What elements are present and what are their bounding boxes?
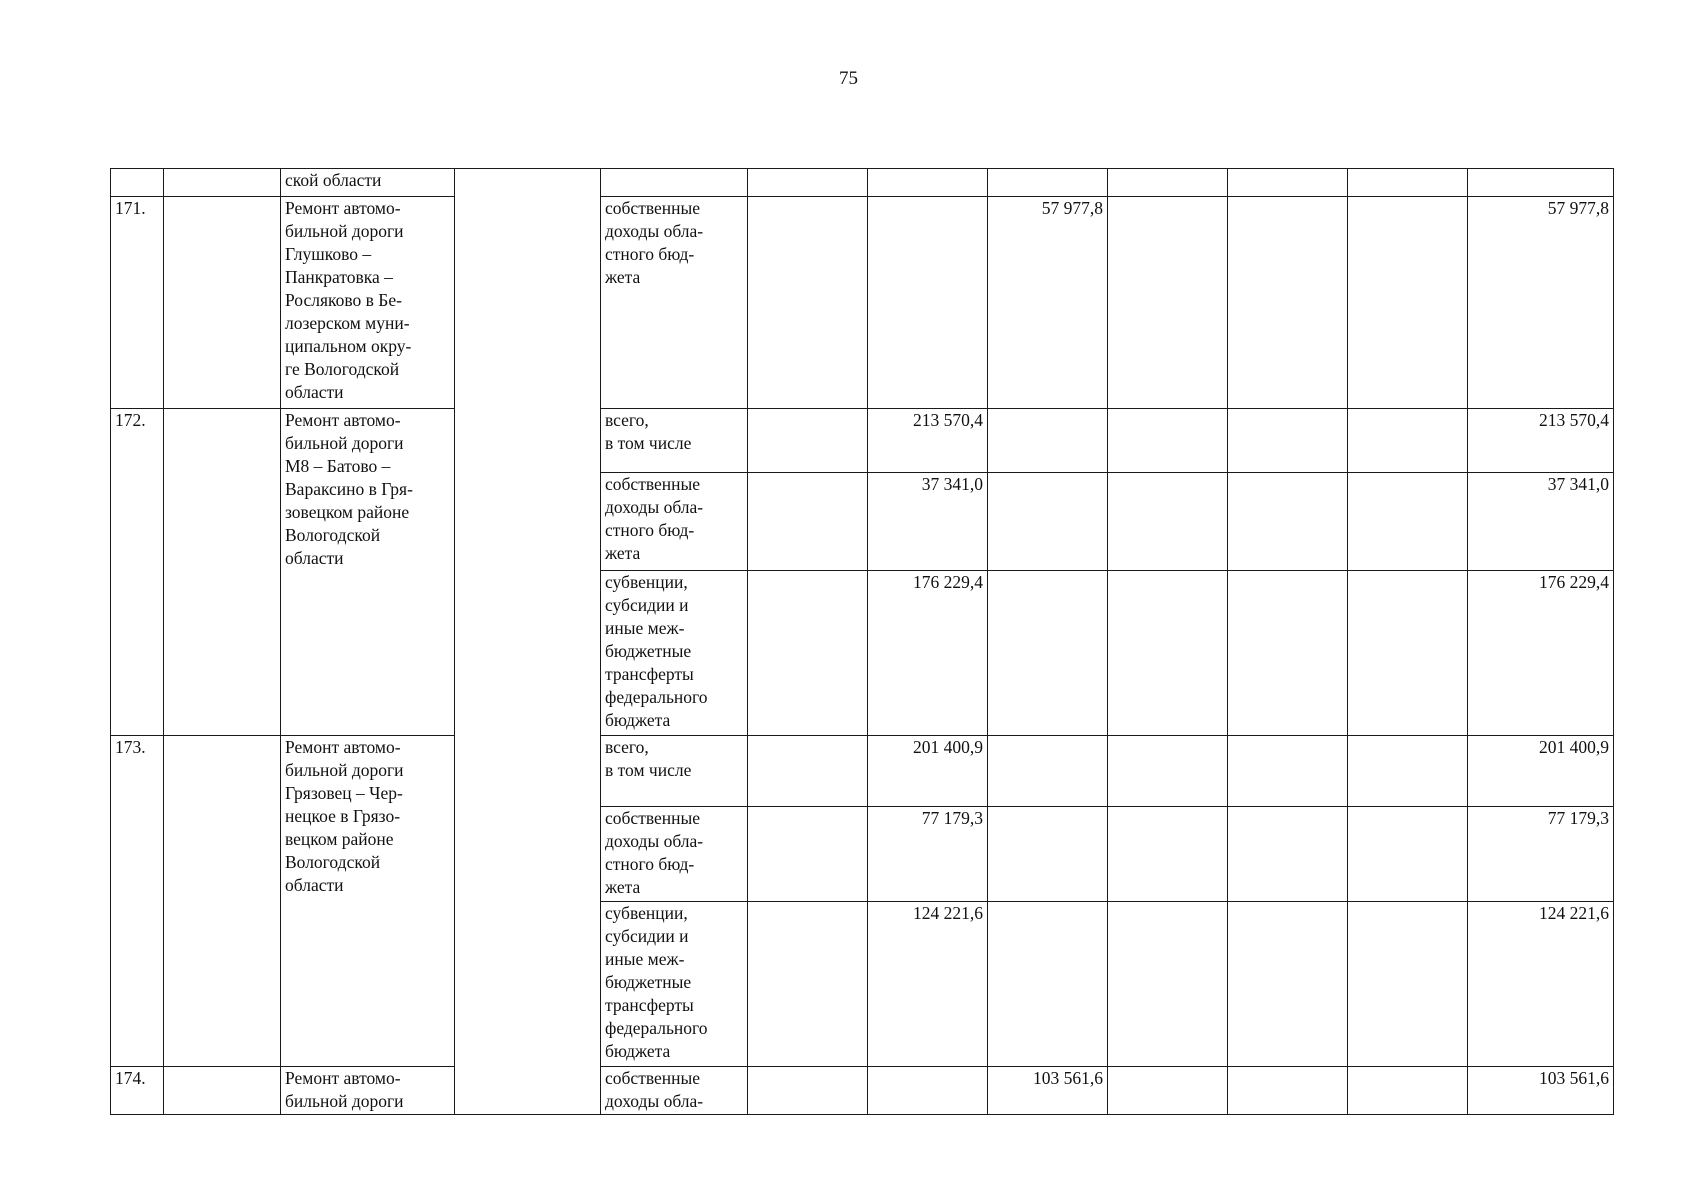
- cell-f: [1348, 169, 1468, 197]
- cell-e: [1228, 1067, 1348, 1115]
- cell-d: [1108, 807, 1228, 902]
- amount-c: [988, 473, 1108, 571]
- amount-c: 103 561,6: [988, 1067, 1108, 1115]
- amount-total: 176 229,4: [1468, 571, 1614, 736]
- funding-source: субвенции, субсидии и иные меж- бюджетные трансферты федерального бюджета: [601, 902, 748, 1067]
- amount-b: 213 570,4: [868, 409, 988, 473]
- cell-total: [1468, 169, 1614, 197]
- amount-total: 201 400,9: [1468, 736, 1614, 807]
- cell-a: [748, 197, 868, 409]
- amount-b: 176 229,4: [868, 571, 988, 736]
- cell-a: [748, 473, 868, 571]
- cell-code: [164, 1067, 281, 1115]
- table-row: [111, 736, 1614, 807]
- cell-f: [1348, 571, 1468, 736]
- cell-source: [601, 169, 748, 197]
- cell-e: [1228, 169, 1348, 197]
- row-number: 174.: [111, 1067, 164, 1115]
- cell-f: [1348, 1067, 1468, 1115]
- row-number: 171.: [111, 197, 164, 409]
- cell-a: [748, 1067, 868, 1115]
- cell-f: [1348, 736, 1468, 807]
- cell-a: [748, 902, 868, 1067]
- cell-e: [1228, 197, 1348, 409]
- cell-code: [164, 169, 281, 197]
- cell-f: [1348, 409, 1468, 473]
- cell-e: [1228, 902, 1348, 1067]
- cell-code: [164, 197, 281, 409]
- cell-e: [1228, 571, 1348, 736]
- table-row: [111, 197, 1614, 409]
- cell-e: [1228, 736, 1348, 807]
- cell-a: [748, 169, 868, 197]
- funding-source: субвенции, субсидии и иные меж- бюджетные трансферты федерального бюджета: [601, 571, 748, 736]
- amount-total: 77 179,3: [1468, 807, 1614, 902]
- cell-d: [1108, 197, 1228, 409]
- cell-d: [1108, 571, 1228, 736]
- amount-total: 124 221,6: [1468, 902, 1614, 1067]
- cell-a: [748, 571, 868, 736]
- amount-b: 77 179,3: [868, 807, 988, 902]
- cell-f: [1348, 473, 1468, 571]
- cell-name: ской области: [281, 169, 455, 197]
- cell-code: [164, 736, 281, 1067]
- amount-total: 213 570,4: [1468, 409, 1614, 473]
- funding-source: собственные доходы обла- стного бюд- жета: [601, 473, 748, 571]
- funding-source: всего, в том числе: [601, 736, 748, 807]
- cell-code: [164, 409, 281, 736]
- cell-d: [1108, 736, 1228, 807]
- row-number: 172.: [111, 409, 164, 736]
- cell-d: [1108, 473, 1228, 571]
- object-name: Ремонт автомо- бильной дороги Глушково – Панкратовка – Росляково в Бе- лозерском муни- ципальном окру- ге Вологодской области: [281, 197, 455, 409]
- cell-d: [1108, 409, 1228, 473]
- amount-c: [988, 807, 1108, 902]
- object-name: Ремонт автомо- бильной дороги М8 – Батово – Вараксино в Гря- зовецком районе Вологодской области: [281, 409, 455, 736]
- amount-c: [988, 736, 1108, 807]
- table-row-continuation: [111, 169, 1614, 197]
- cell-d: [1108, 902, 1228, 1067]
- amount-b: [868, 1067, 988, 1115]
- cell-e: [1228, 473, 1348, 571]
- cell-e: [1228, 409, 1348, 473]
- cell-f: [1348, 197, 1468, 409]
- cell-idx: [111, 169, 164, 197]
- cell-a: [748, 736, 868, 807]
- amount-b: 201 400,9: [868, 736, 988, 807]
- funding-source: собственные доходы обла-: [601, 1067, 748, 1115]
- cell-executor: [455, 169, 601, 1115]
- cell-f: [1348, 902, 1468, 1067]
- funding-source: собственные доходы обла- стного бюд- жета: [601, 197, 748, 409]
- funding-source: всего, в том числе: [601, 409, 748, 473]
- amount-c: [988, 409, 1108, 473]
- table-row: [111, 409, 1614, 473]
- amount-b: 124 221,6: [868, 902, 988, 1067]
- row-number: 173.: [111, 736, 164, 1067]
- cell-f: [1348, 807, 1468, 902]
- object-name: Ремонт автомо- бильной дороги Грязовец – Чер- нецкое в Грязо- вецком районе Вологодской области: [281, 736, 455, 1067]
- amount-c: 57 977,8: [988, 197, 1108, 409]
- object-name: Ремонт автомо- бильной дороги: [281, 1067, 455, 1115]
- amount-c: [988, 571, 1108, 736]
- amount-b: 37 341,0: [868, 473, 988, 571]
- amount-total: 57 977,8: [1468, 197, 1614, 409]
- cell-a: [748, 409, 868, 473]
- page-number: 75: [839, 68, 858, 89]
- amount-b: [868, 197, 988, 409]
- cell-e: [1228, 807, 1348, 902]
- cell-b: [868, 169, 988, 197]
- amount-c: [988, 902, 1108, 1067]
- funding-source: собственные доходы обла- стного бюд- жета: [601, 807, 748, 902]
- table-row: [111, 1067, 1614, 1115]
- amount-total: 103 561,6: [1468, 1067, 1614, 1115]
- budget-table: [110, 168, 1614, 1115]
- cell-d: [1108, 1067, 1228, 1115]
- cell-d: [1108, 169, 1228, 197]
- cell-a: [748, 807, 868, 902]
- cell-c: [988, 169, 1108, 197]
- amount-total: 37 341,0: [1468, 473, 1614, 571]
